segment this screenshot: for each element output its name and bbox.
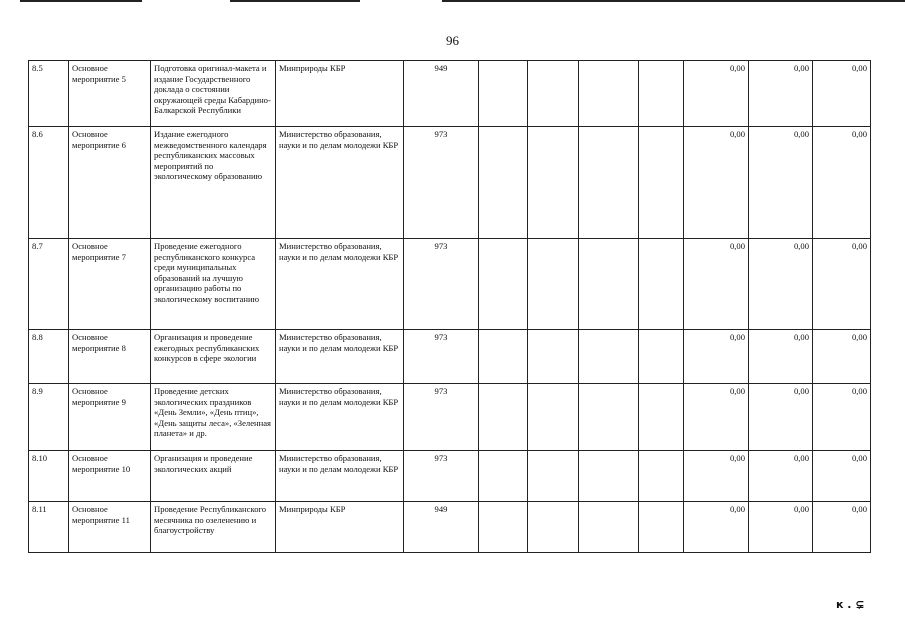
table-row <box>29 451 871 502</box>
row-amount-2: 0,00 <box>749 127 813 239</box>
row-title: Подготовка оригинал-макета и издание Государственного доклада о состоянии окружающей среды Кабардино-Балкарской Республики <box>151 61 276 127</box>
empty-cell <box>579 61 639 127</box>
empty-cell <box>479 127 528 239</box>
row-number: 8.11 <box>29 502 69 553</box>
table-row <box>29 384 871 451</box>
row-title: Проведение ежегодного республиканского конкурса среди муниципальных образований на лучшую организацию работы по экологическому воспитанию <box>151 239 276 330</box>
table-row <box>29 239 871 330</box>
row-event: Основное мероприятие 8 <box>69 330 151 384</box>
row-amount-1: 0,00 <box>684 451 749 502</box>
row-code: 973 <box>404 330 479 384</box>
row-executor: Министерство образования, науки и по делам молодежи КБР <box>276 330 404 384</box>
table-row <box>29 61 871 127</box>
empty-cell <box>639 502 684 553</box>
row-title: Проведение детских экологических праздников «День Земли», «День птиц», «День защиты леса», «Зеленная планета» и др. <box>151 384 276 451</box>
row-amount-1: 0,00 <box>684 61 749 127</box>
empty-cell <box>639 330 684 384</box>
table-row <box>29 330 871 384</box>
row-amount-2: 0,00 <box>749 502 813 553</box>
row-number: 8.9 <box>29 384 69 451</box>
row-code: 973 <box>404 451 479 502</box>
row-event: Основное мероприятие 9 <box>69 384 151 451</box>
corner-mark: к . ⊊ <box>836 598 865 611</box>
row-amount-3: 0,00 <box>813 451 871 502</box>
empty-cell <box>528 61 579 127</box>
row-number: 8.10 <box>29 451 69 502</box>
row-event: Основное мероприятие 6 <box>69 127 151 239</box>
empty-cell <box>579 502 639 553</box>
row-title: Организация и проведение экологических акций <box>151 451 276 502</box>
top-rule-middle <box>230 0 360 2</box>
empty-cell <box>528 330 579 384</box>
row-amount-1: 0,00 <box>684 502 749 553</box>
row-title: Издание ежегодного межведомственного календаря республиканских массовых мероприятий по экологическому образованию <box>151 127 276 239</box>
row-amount-1: 0,00 <box>684 330 749 384</box>
row-number: 8.7 <box>29 239 69 330</box>
page-number: 96 <box>446 33 459 48</box>
empty-cell <box>479 239 528 330</box>
empty-cell <box>479 502 528 553</box>
empty-cell <box>479 61 528 127</box>
program-table <box>28 60 871 553</box>
empty-cell <box>528 451 579 502</box>
empty-cell <box>639 61 684 127</box>
top-rule-left <box>20 0 142 2</box>
row-executor: Министерство образования, науки и по делам молодежи КБР <box>276 451 404 502</box>
row-executor: Министерство образования, науки и по делам молодежи КБР <box>276 384 404 451</box>
empty-cell <box>639 239 684 330</box>
empty-cell <box>528 384 579 451</box>
row-amount-2: 0,00 <box>749 451 813 502</box>
row-number: 8.6 <box>29 127 69 239</box>
row-executor: Минприроды КБР <box>276 61 404 127</box>
empty-cell <box>528 127 579 239</box>
row-amount-2: 0,00 <box>749 61 813 127</box>
row-amount-3: 0,00 <box>813 502 871 553</box>
row-amount-1: 0,00 <box>684 239 749 330</box>
row-amount-3: 0,00 <box>813 127 871 239</box>
row-amount-2: 0,00 <box>749 239 813 330</box>
row-code: 973 <box>404 384 479 451</box>
table-row <box>29 502 871 553</box>
row-code: 949 <box>404 61 479 127</box>
top-rule-right <box>442 0 905 2</box>
row-executor: Министерство образования, науки и по делам молодежи КБР <box>276 239 404 330</box>
row-event: Основное мероприятие 5 <box>69 61 151 127</box>
row-amount-3: 0,00 <box>813 61 871 127</box>
empty-cell <box>579 239 639 330</box>
empty-cell <box>579 127 639 239</box>
row-event: Основное мероприятие 7 <box>69 239 151 330</box>
empty-cell <box>579 384 639 451</box>
row-amount-3: 0,00 <box>813 330 871 384</box>
row-amount-1: 0,00 <box>684 384 749 451</box>
row-code: 973 <box>404 127 479 239</box>
row-amount-3: 0,00 <box>813 239 871 330</box>
table-row <box>29 127 871 239</box>
empty-cell <box>479 330 528 384</box>
row-number: 8.5 <box>29 61 69 127</box>
empty-cell <box>579 451 639 502</box>
row-number: 8.8 <box>29 330 69 384</box>
row-executor: Минприроды КБР <box>276 502 404 553</box>
empty-cell <box>479 451 528 502</box>
row-code: 973 <box>404 239 479 330</box>
empty-cell <box>479 384 528 451</box>
empty-cell <box>579 330 639 384</box>
row-title: Проведение Республиканского месячника по озеленению и благоустройству <box>151 502 276 553</box>
row-event: Основное мероприятие 11 <box>69 502 151 553</box>
empty-cell <box>639 451 684 502</box>
empty-cell <box>528 239 579 330</box>
row-amount-1: 0,00 <box>684 127 749 239</box>
empty-cell <box>528 502 579 553</box>
row-code: 949 <box>404 502 479 553</box>
row-amount-2: 0,00 <box>749 330 813 384</box>
empty-cell <box>639 384 684 451</box>
row-executor: Министерство образования, науки и по делам молодежи КБР <box>276 127 404 239</box>
row-amount-2: 0,00 <box>749 384 813 451</box>
empty-cell <box>639 127 684 239</box>
row-title: Организация и проведение ежегодных республиканских конкурсов в сфере экологии <box>151 330 276 384</box>
row-event: Основное мероприятие 10 <box>69 451 151 502</box>
row-amount-3: 0,00 <box>813 384 871 451</box>
